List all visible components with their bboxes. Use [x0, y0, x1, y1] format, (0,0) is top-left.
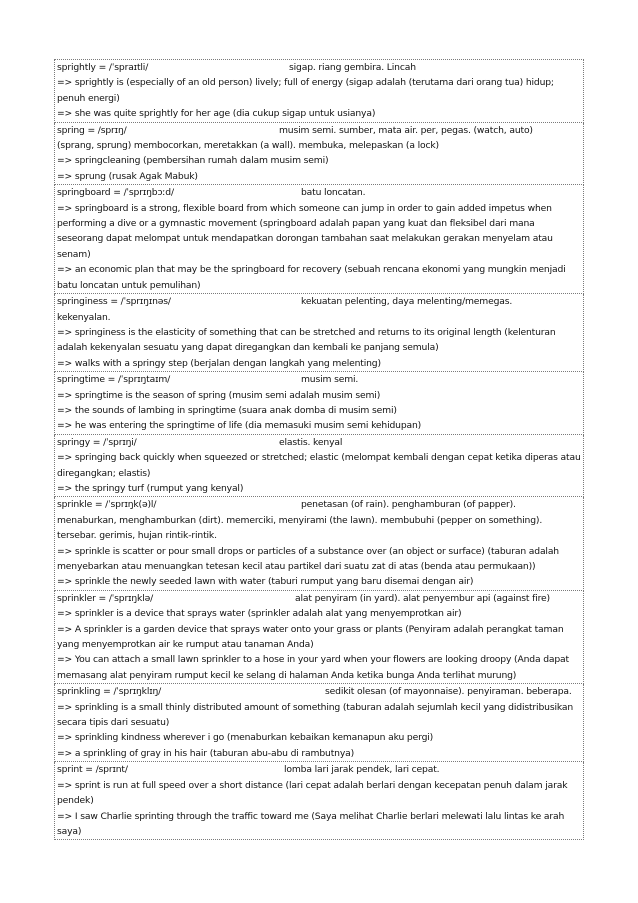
entry-term: sprint = /sprɪnt/ [57, 764, 128, 776]
entry-headline [57, 123, 581, 138]
entry-headline [57, 294, 581, 309]
entry-line: => sprinkle the newly seeded lawn with water (taburi rumput yang baru disemai dengan air) [57, 576, 474, 588]
entry-springtime [54, 372, 584, 435]
entry-line: => walks with a springy step (berjalan dengan langkah yang melenting) [57, 357, 381, 369]
entry-term: sprightly = /ˈspraɪtli/ [57, 62, 149, 73]
entry-line: => springiness is the elasticity of something that can be stretched and returns to its original length (kelenturan adalah kekenyalan sesuatu yang dapat diregangkan dan kembali ke panjang semula) [57, 326, 556, 354]
entry-headline [57, 435, 581, 450]
entry-headline [57, 372, 581, 387]
entry-term: sprinkle = /ˈsprɪŋk(ə)l/ [57, 499, 157, 511]
entry-meaning: lomba lari jarak pendek, lari cepat. [284, 764, 440, 776]
entry-meaning: sigap. riang gembira. Lincah [289, 62, 416, 73]
entry-term: springy = /ˈsprɪŋi/ [57, 436, 137, 448]
entry-line: kekenyalan. [57, 311, 111, 323]
entry-line: => the springy turf (rumput yang kenyal) [57, 482, 244, 494]
entry-term: sprinkling = /ˈsprɪŋklɪŋ/ [57, 686, 162, 698]
entry-meaning: alat penyiram (in yard). alat penyembur api (against fire) [295, 592, 550, 604]
entry-line: => springcleaning (pembersihan rumah dalam musim semi) [57, 155, 329, 167]
entry-line: => he was entering the springtime of life (dia memasuki musim semi kehidupan) [57, 420, 422, 432]
entry-line: => a sprinkling of gray in his hair (taburan abu-abu di rambutnya) [57, 747, 355, 759]
entry-meaning: kekuatan pelenting, daya melenting/memegas. [301, 296, 513, 308]
entry-line: => she was quite sprightly for her age (dia cukup sigap untuk usianya) [57, 108, 376, 120]
entry-term: spring = /sprɪŋ/ [57, 124, 127, 136]
entry-springboard [54, 185, 584, 294]
entry-term: springtime = /ˈsprɪŋtaɪm/ [57, 374, 171, 386]
entry-line: => I saw Charlie sprinting through the traffic toward me (Saya melihat Charlie berlari melewati lalu lintas ke arah saya) [57, 810, 565, 837]
entry-line: => sprinkle is scatter or pour small drops or particles of a substance over (an object or surface) (taburan adalah menyebarkan atau menuangkan tetesan kecil atau partikel dari suatu zat di atas (benda atau permukaan)) [57, 545, 559, 572]
entry-line: => sprightly is (especially of an old person) lively; full of energy (sigap adalah (terutama dari orang tua) hidup; penuh energi) [57, 77, 554, 104]
entry-line: => You can attach a small lawn sprinkler to a hose in your yard when your flowers are looking droopy (Anda dapat memasang alat penyiram rumput kecil ke selang di halaman Anda ketika bunga Anda terlihat murung) [57, 654, 569, 681]
entry-headline [57, 497, 581, 512]
entry-line: => springtime is the season of spring (musim semi adalah musim semi) [57, 389, 381, 401]
entry-meaning: batu loncatan. [301, 187, 366, 199]
entry-line: => sprinkling is a small thinly distributed amount of something (taburan adalah sejumlah kecil yang didistribusikan secara tipis dari sesuatu) [57, 701, 574, 729]
entry-headline [57, 185, 581, 200]
entry-line: => the sounds of lambing in springtime (suara anak domba di musim semi) [57, 404, 397, 416]
entry-meaning: sedikit olesan (of mayonnaise). penyiraman. beberapa. [325, 686, 572, 698]
entry-line: => an economic plan that may be the springboard for recovery (sebuah rencana ekonomi yang mungkin menjadi batu loncatan untuk pemulihan) [57, 264, 566, 291]
entry-springiness [54, 294, 584, 372]
entry-springy [54, 435, 584, 498]
entry-sprinkling [54, 684, 584, 762]
dictionary-page [54, 59, 584, 840]
entry-term: springiness = /ˈsprɪŋɪnəs/ [57, 296, 171, 308]
entry-meaning: penetasan (of rain). penghamburan (of papper). [301, 499, 516, 511]
entry-headline [57, 762, 581, 777]
entry-headline [57, 684, 581, 699]
entry-sprinkler [54, 591, 584, 684]
entry-sprinkle [54, 497, 584, 590]
entry-headline [57, 591, 581, 606]
entry-line: => springboard is a strong, flexible board from which someone can jump in order to gain added impetus when performing a dive or a gymnastic movement (springboard adalah papan yang kuat dan fleksibel dari mana seseorang dapat melompat untuk mendapatkan dorongan tambahan saat melakukan gerakan menyelam atau senam) [57, 202, 553, 260]
entry-line: => sprint is run at full speed over a short distance (lari cepat adalah berlari dengan kecepatan penuh dalam jarak pendek) [57, 779, 568, 807]
entry-line: (sprang, sprung) membocorkan, meretakkan (a wall). membuka, melepaskan (a lock) [57, 140, 439, 152]
entry-line: => sprung (rusak Agak Mabuk) [57, 170, 198, 182]
entry-spring [54, 123, 584, 186]
entry-line: => sprinkler is a device that sprays water (sprinkler adalah alat yang menyemprotkan air) [57, 608, 462, 620]
entry-meaning: musim semi. [301, 374, 359, 386]
entry-meaning: musim semi. sumber, mata air. per, pegas. (watch, auto) [279, 124, 533, 136]
entry-term: sprinkler = /ˈsprɪŋklə/ [57, 592, 154, 604]
entry-line: => A sprinkler is a garden device that sprays water onto your grass or plants (Penyiram adalah perangkat taman yang menyemprotkan air ke rumput atau tanaman Anda) [57, 623, 564, 651]
entry-term: springboard = /ˈsprɪŋbɔːd/ [57, 187, 174, 199]
entry-sprint [54, 762, 584, 840]
entry-sprightly [54, 59, 584, 123]
entry-line: => sprinkling kindness wherever i go (menaburkan kebaikan kemanapun aku pergi) [57, 732, 434, 744]
entry-line: menaburkan, menghamburkan (dirt). memerciki, menyirami (the lawn). membubuhi (pepper on something). tersebar. gerimis, hujan rintik-rintik. [57, 514, 543, 542]
entry-line: => springing back quickly when squeezed or stretched; elastic (melompat kembali dengan cepat ketika diperas atau diregangkan; elastis) [57, 452, 581, 479]
entry-meaning: elastis. kenyal [279, 436, 343, 448]
entry-headline [57, 60, 581, 75]
